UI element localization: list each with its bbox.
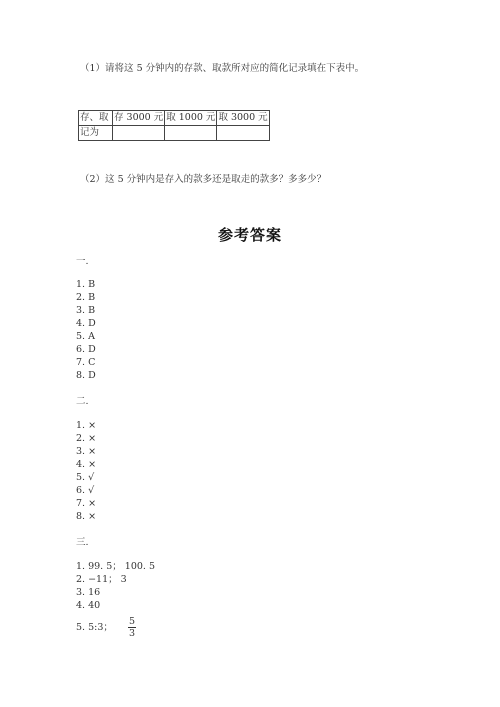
list-item: 7. × <box>76 498 97 509</box>
list-item: 5. 5:3； <box>76 622 113 633</box>
list-item: 6. √ <box>76 485 95 496</box>
fraction-denominator: 3 <box>128 628 136 639</box>
section-heading: 三. <box>76 537 89 548</box>
question-part1: （1）请将这 5 分钟内的存款、取款所对应的简化记录填在下表中。 <box>80 63 365 74</box>
fraction-numerator: 5 <box>128 616 136 627</box>
list-item: 8. × <box>76 511 97 522</box>
table-cell <box>217 126 269 141</box>
table-cell <box>113 126 165 141</box>
question-part2: （2）这 5 分钟内是存入的款多还是取走的款多？多多少？ <box>80 174 327 185</box>
list-item: 8. D <box>76 370 96 381</box>
table-row <box>79 126 270 141</box>
section-heading: 二. <box>76 396 89 407</box>
list-item: 1. B <box>76 279 96 290</box>
table-cell: 取 3000 元 <box>217 111 269 126</box>
fraction <box>128 616 136 639</box>
table-cell: 存 3000 元 <box>113 111 165 126</box>
list-item: 6. D <box>76 344 96 355</box>
table-cell: 取 1000 元 <box>165 111 217 126</box>
section-heading: 一. <box>76 256 89 267</box>
list-item: 3. × <box>76 446 97 457</box>
table-cell: 存、取 <box>79 111 113 126</box>
table-cell <box>165 126 217 141</box>
answers-title: 参考答案 <box>218 226 283 244</box>
list-item: 2. B <box>76 292 96 303</box>
list-item: 4. 40 <box>76 600 101 611</box>
list-item: 4. D <box>76 318 96 329</box>
table-cell: 记为 <box>79 126 113 141</box>
list-item: 7. C <box>76 357 96 368</box>
list-item: 1. × <box>76 420 97 431</box>
list-item: 2. −11； 3 <box>76 574 127 585</box>
list-item: 3. 16 <box>76 587 101 598</box>
table-header-row <box>79 111 270 126</box>
list-item: 5. A <box>76 331 95 342</box>
list-item: 3. B <box>76 305 96 316</box>
record-table <box>78 110 270 141</box>
list-item: 2. × <box>76 433 97 444</box>
list-item: 4. × <box>76 459 97 470</box>
list-item: 5. √ <box>76 472 95 483</box>
list-item: 1. 99. 5； 100. 5 <box>76 561 155 572</box>
